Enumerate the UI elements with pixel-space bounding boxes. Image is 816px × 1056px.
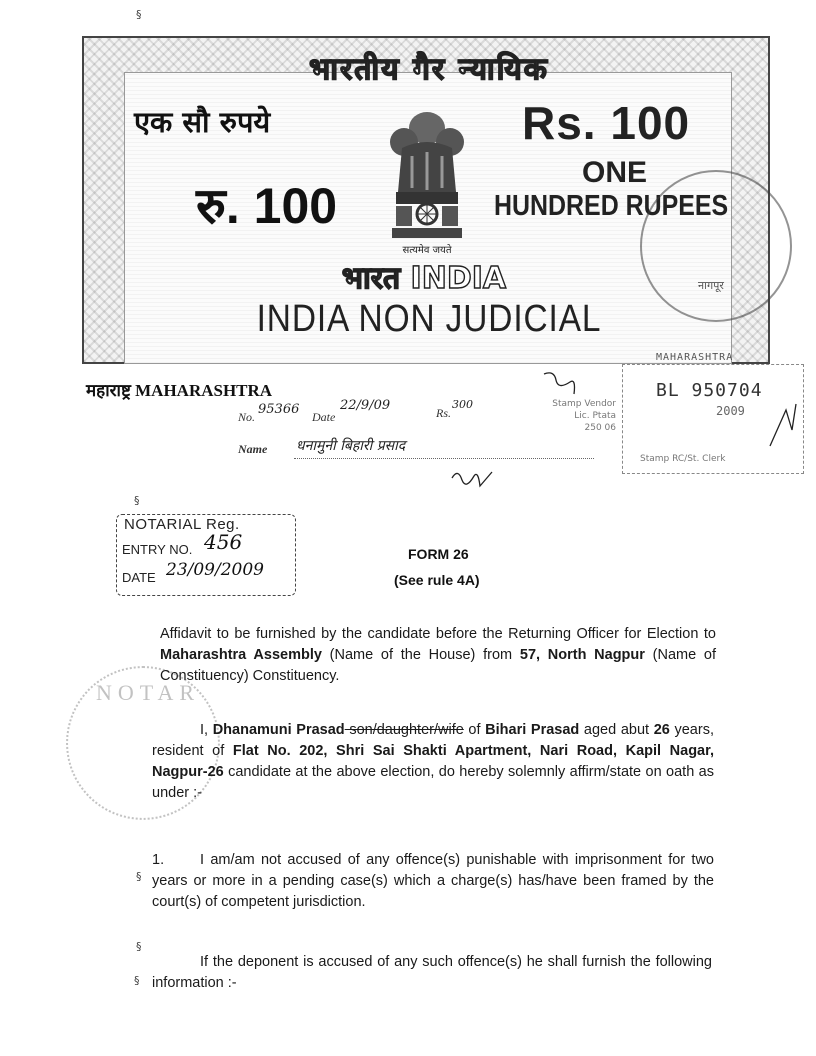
intro-text-e: (Name of Constituency) Constituency. [160,647,716,684]
notarial-date-value: 23/09/2009 [166,560,264,580]
intro-text-a: Affidavit to be furnished by the candidate before the Returning Officer for Election to [160,626,716,642]
vendor-rs-label: Rs. [436,406,451,420]
stamp-rs-english: Rs. 100 [522,97,691,149]
vendor-signature-icon [768,400,798,450]
vendor-initial-icon [540,368,580,398]
stamp-paper [82,36,770,364]
stamp-round-seal [640,170,792,322]
house-name: Maharashtra Assembly [160,647,322,663]
notarial-title: NOTARIAL Reg. [124,516,240,533]
deponent-text-a: I, [200,722,213,738]
stamp-border-strip: MAHARASHTRA [656,352,734,363]
margin-mark-icon: § [136,940,142,953]
further-info-text: If the deponent is accused of any such offence(s) he shall furnish the following information :- [152,954,712,991]
notarial-date-label: DATE [122,570,156,585]
margin-mark-icon: § [134,974,140,987]
stamp-round-seal-text: नागपूर [698,279,724,292]
vendor-date-label: Date [312,410,336,424]
relation-struck: son/daughter/wife [344,722,464,738]
stamp-serial-date: 2009 [716,404,745,418]
vendor-signature-mark-icon [448,466,496,496]
vendor-rs-value: 300 [452,398,473,411]
margin-mark-icon: § [134,494,140,507]
vendor-name-label: Name [238,442,268,456]
notarial-entry-label: ENTRY NO. [122,542,193,557]
stamp-one: ONE [582,156,648,189]
stamp-hindi-banner: भारतीय गैर न्यायिक [309,52,549,87]
margin-mark-icon: § [136,870,142,883]
notary-seal-text: NOTAR [96,680,201,705]
stamp-bharat-india: भारत INDIA [341,261,507,296]
constituency-name: 57, North Nagpur [519,647,645,663]
vendor-footer: Stamp RC/St. Clerk [640,454,726,464]
stamp-hundred-rupees: HUNDRED RUPEES [494,190,729,222]
deponent-paragraph [152,720,714,804]
ashoka-emblem-icon [382,106,472,244]
deponent-text-d: of [463,722,486,738]
deponent-address: Flat No. 202, Shri Sai Shakti Apartment, Nari Road, Kapil Nagar, Nagpur-26 [152,743,714,780]
deponent-age: 26 [653,722,670,738]
stamp-serial-number: BL 950704 [656,380,763,401]
deponent-name: Dhanamuni Prasad [212,722,345,738]
vendor-date-value: 22/9/09 [340,398,391,413]
form-title: FORM 26 [408,546,469,562]
declaration-item-1 [152,850,714,913]
further-information-paragraph [152,952,712,994]
vendor-no-label: No. [238,410,256,424]
form-rule: (See rule 4A) [394,572,480,588]
deponent-text-j: candidate at the above election, do hereby solemnly affirm/state on oath as under :- [152,764,714,801]
vendor-dotted-line [294,458,594,459]
state-label: महाराष्ट्र MAHARASHTRA [86,381,273,400]
stamp-india-non-judicial: INDIA NON JUDICIAL [256,298,602,340]
vendor-stamp-note: Stamp Vendor Lic. Ptata 250 06 [552,399,616,433]
notarial-entry-value: 456 [204,530,243,554]
emblem-motto: सत्यमेव जयते [402,245,452,256]
vendor-no-value: 95366 [258,402,300,417]
intro-text-c: (Name of the House) from [321,647,520,663]
margin-mark-icon: § [136,8,142,21]
father-name: Bihari Prasad [485,722,580,738]
deponent-text-f: aged abut [579,722,654,738]
item-number: 1. [152,852,165,868]
stamp-rs-hindi: रु. 100 [196,178,338,234]
stamp-hindi-amount: एक सौ रुपये [134,105,271,139]
item-1-text: I am/am not accused of any offence(s) punishable with imprisonment for two years or more in a pending case(s) which a charge(s) has/have been framed by the court(s) of competent jurisdiction. [152,852,714,910]
deponent-text-h: years, resident of [152,722,714,759]
affidavit-intro-paragraph [160,624,716,687]
vendor-name-value: धनामुनी बिहारी प्रसाद [296,438,406,454]
